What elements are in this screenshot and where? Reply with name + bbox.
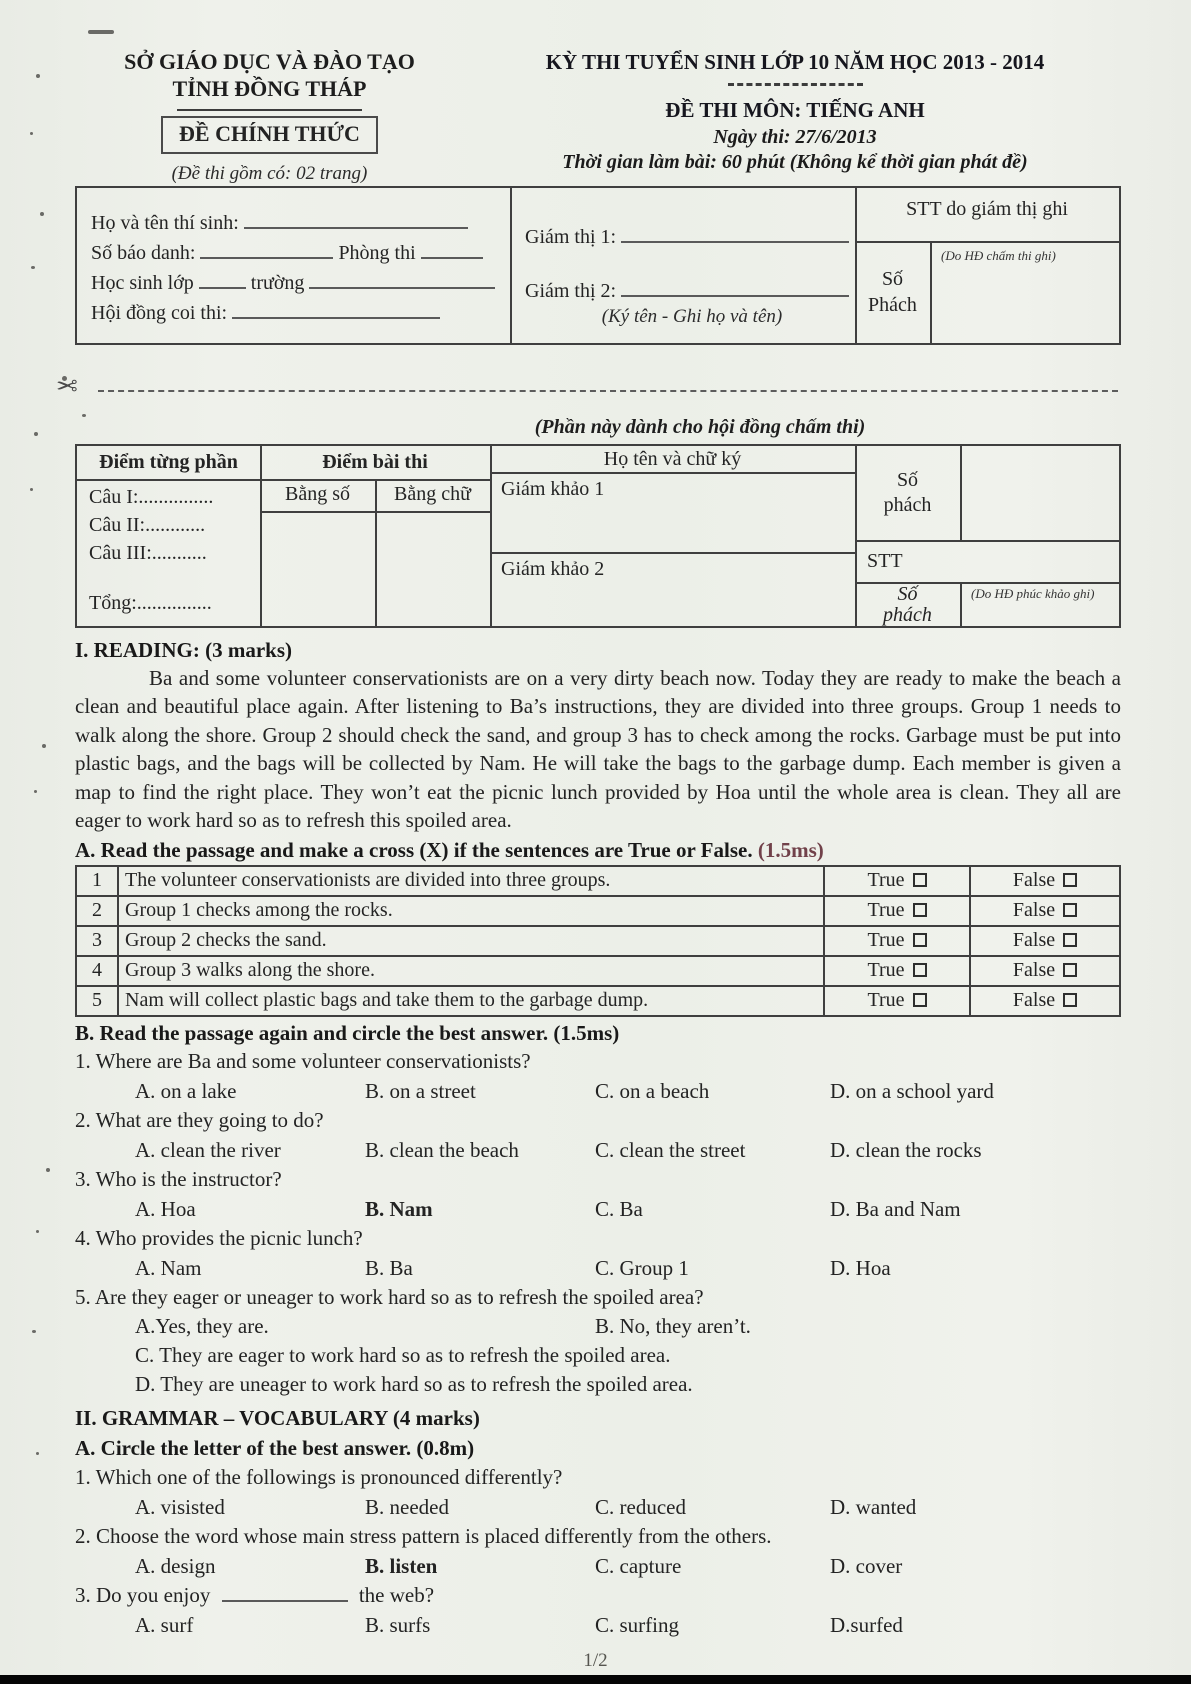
- option-a[interactable]: A. on a lake: [135, 1079, 237, 1104]
- option-c[interactable]: C. capture: [595, 1554, 682, 1579]
- table-row: [76, 896, 1120, 926]
- true-checkbox[interactable]: [913, 963, 927, 977]
- true-label: True: [867, 929, 905, 952]
- table-divider: [960, 446, 962, 540]
- option-a[interactable]: A. Nam: [135, 1256, 202, 1281]
- sign-note: (Ký tên - Ghi họ và tên): [601, 306, 783, 327]
- option-b[interactable]: B. listen: [365, 1554, 438, 1579]
- false-label: False: [1012, 869, 1056, 892]
- code-number-label: Số Phách: [868, 268, 917, 316]
- true-label: True: [867, 989, 905, 1012]
- header-right: [465, 50, 1125, 174]
- statement: The volunteer conservationists are divided into three groups.: [118, 866, 824, 896]
- candidate-id-field[interactable]: [200, 244, 333, 259]
- options-row: [75, 1312, 1121, 1341]
- exam-room-field[interactable]: [421, 244, 483, 259]
- table-row: [76, 956, 1120, 986]
- scan-artifact: [34, 432, 38, 436]
- option-d[interactable]: D. Hoa: [830, 1256, 891, 1281]
- true-checkbox[interactable]: [913, 903, 927, 917]
- question-text: 2. What are they going to do?: [75, 1108, 324, 1133]
- school-label: trường: [250, 272, 305, 294]
- option-d[interactable]: D.surfed: [830, 1613, 903, 1638]
- proctor-number-label: STT do giám thị ghi: [906, 198, 1068, 220]
- scan-artifact: [82, 414, 86, 417]
- false-checkbox[interactable]: [1063, 873, 1077, 887]
- score-words-header: Bằng chữ: [394, 483, 471, 505]
- title-underline: [728, 83, 863, 86]
- table-divider: [855, 540, 1119, 542]
- true-checkbox[interactable]: [913, 933, 927, 947]
- option-c[interactable]: C. reduced: [595, 1495, 686, 1520]
- cut-dashed-line: [98, 390, 1118, 392]
- scan-artifact: [31, 266, 35, 269]
- question-text: [75, 1581, 1121, 1610]
- row-number: 1: [76, 866, 118, 896]
- scan-artifact: [36, 1452, 39, 1455]
- option-b[interactable]: B. needed: [365, 1495, 449, 1520]
- table-row: [76, 926, 1120, 956]
- question-text: 5. Are they eager or uneager to work hard so as to refresh the spoiled area?: [75, 1285, 704, 1310]
- false-checkbox[interactable]: [1063, 963, 1077, 977]
- reading-b-title: B. Read the passage again and circle the best answer. (1.5ms): [75, 1021, 620, 1046]
- options-row: [75, 1076, 1121, 1106]
- statement: Group 2 checks the sand.: [118, 926, 824, 956]
- scan-artifact: [40, 212, 44, 216]
- table-divider: [960, 582, 962, 626]
- examiner1-label: Giám khảo 1: [501, 478, 605, 500]
- row-number: 2: [76, 896, 118, 926]
- option-a[interactable]: A.Yes, they are.: [135, 1314, 269, 1339]
- part-score-header: Điểm từng phần: [99, 451, 238, 473]
- scan-artifact: [36, 74, 40, 78]
- class-label: Học sinh lớp: [91, 272, 194, 294]
- scissors-icon: ✂: [56, 372, 78, 401]
- scan-artifact: [46, 1168, 50, 1172]
- grammar-a-title: A. Circle the letter of the best answer. (0.8m): [75, 1436, 475, 1461]
- option-b[interactable]: B. on a street: [365, 1079, 476, 1104]
- option-b[interactable]: B. Ba: [365, 1256, 413, 1281]
- score-row-total: Tổng:...............: [89, 592, 212, 614]
- false-label: False: [1012, 959, 1056, 982]
- option-b[interactable]: B. surfs: [365, 1613, 431, 1638]
- review-council-note: (Do HĐ phúc khảo ghi): [971, 586, 1095, 601]
- table-divider: [260, 511, 490, 513]
- reading-passage: Ba and some volunteer conservationists are on a very dirty beach now. Today they are ready to make the beach a clean and beautiful place again. After listening to Ba’s instructions, they are divided into three groups. Group 1 needs to walk along the shore. Group 2 should check the sand, and group 3 has to check among the rocks. Garbage must be put into plastic bags, and the bags will be collected by Nam. He will take the bags to the garbage dump. Each member is given a map to find the right place. They won’t eat the picnic lunch provided by Hoa until the whole area is clean. They all are eager to work hard so as to refresh this spoiled area.: [75, 666, 1121, 833]
- table-divider: [77, 479, 490, 481]
- option-c[interactable]: C. Group 1: [595, 1256, 689, 1281]
- option-d[interactable]: D. cover: [830, 1554, 903, 1579]
- scan-artifact: [42, 744, 46, 748]
- option-d[interactable]: D. clean the rocks: [830, 1138, 982, 1163]
- exam-date: Ngày thi: 27/6/2013: [713, 126, 877, 148]
- score-row-cau3: Câu III:...........: [89, 542, 207, 564]
- option-b[interactable]: B. Nam: [365, 1197, 433, 1222]
- scan-artifact: [32, 1330, 36, 1333]
- false-checkbox[interactable]: [1063, 903, 1077, 917]
- scan-artifact: [88, 30, 114, 34]
- true-checkbox[interactable]: [913, 993, 927, 1007]
- option-d[interactable]: D. They are uneager to work hard so as to refresh the spoiled area.: [135, 1372, 693, 1397]
- code-number-bottom-label: Số phách: [883, 583, 932, 626]
- true-label: True: [867, 899, 905, 922]
- options-row: [75, 1135, 1121, 1165]
- table-divider: [930, 241, 932, 343]
- score-row-cau2: Câu II:............: [89, 514, 206, 536]
- row-number: 3: [76, 926, 118, 956]
- reading-a-marks: (1.5ms): [757, 838, 824, 863]
- option-d[interactable]: D. Ba and Nam: [830, 1197, 961, 1222]
- question-text: 2. Choose the word whose main stress pattern is placed differently from the others.: [75, 1524, 772, 1549]
- question-text-post: the web?: [358, 1583, 435, 1608]
- examiner2-label: Giám khảo 2: [501, 558, 605, 580]
- candidate-name-label: Họ và tên thí sinh:: [91, 212, 239, 234]
- grading-table-caption: (Phần này dành cho hội đồng chấm thi): [534, 416, 866, 438]
- code-number-top-label: Số phách: [883, 469, 932, 516]
- scan-bottom-bar: [0, 1675, 1191, 1684]
- option-a[interactable]: A. Hoa: [135, 1197, 196, 1222]
- exam-room-label: Phòng thi: [338, 242, 416, 264]
- false-label: False: [1012, 899, 1056, 922]
- proctor1-label: Giám thị 1:: [525, 226, 617, 248]
- false-label: False: [1012, 989, 1056, 1012]
- statement: Nam will collect plastic bags and take them to the garbage dump.: [118, 986, 824, 1016]
- exam-score-header: Điểm bài thi: [322, 451, 428, 473]
- true-label: True: [867, 959, 905, 982]
- stt-label: STT: [867, 550, 903, 572]
- reading-section-title: I. READING: (3 marks): [75, 638, 292, 662]
- options-row: [75, 1194, 1121, 1224]
- reading-a-title: A. Read the passage and make a cross (X) if the sentences are True or False. (1.5ms): [75, 838, 824, 863]
- candidate-name-field[interactable]: [244, 214, 468, 229]
- school-field[interactable]: [309, 274, 495, 289]
- false-checkbox[interactable]: [1063, 933, 1077, 947]
- candidate-info-table: [75, 186, 1121, 345]
- grammar-section-title: II. GRAMMAR – VOCABULARY (4 marks): [75, 1406, 480, 1431]
- table-row: [76, 986, 1120, 1016]
- option-a[interactable]: A. surf: [135, 1613, 194, 1638]
- department-name-line2: TỈNH ĐỒNG THÁP: [172, 76, 367, 101]
- true-false-table: [75, 865, 1121, 1017]
- header-divider: [177, 109, 362, 111]
- option-c[interactable]: C. They are eager to work hard so as to refresh the spoiled area.: [135, 1343, 671, 1368]
- fill-blank-field[interactable]: [222, 1587, 348, 1602]
- grading-council-note: (Do HĐ chấm thi ghi): [941, 248, 1056, 263]
- option-c[interactable]: C. on a beach: [595, 1079, 710, 1104]
- option-c[interactable]: C. Ba: [595, 1197, 643, 1222]
- score-row-cau1: Câu I:...............: [89, 486, 214, 508]
- signature-header: Họ tên và chữ ký: [603, 448, 742, 470]
- question-text: 1. Where are Ba and some volunteer conservationists?: [75, 1049, 531, 1074]
- table-divider: [510, 188, 512, 343]
- statement: Group 1 checks among the rocks.: [118, 896, 824, 926]
- option-a[interactable]: A. visisted: [135, 1495, 225, 1520]
- question-text: 1. Which one of the followings is pronounced differently?: [75, 1465, 563, 1490]
- option-d[interactable]: D. on a school yard: [830, 1079, 994, 1104]
- proctor1-field[interactable]: [621, 228, 849, 243]
- table-divider: [490, 472, 855, 474]
- subject-title: ĐỀ THI MÔN: TIẾNG ANH: [665, 98, 925, 122]
- question-text-pre: 3. Do you enjoy: [75, 1583, 211, 1608]
- row-number: 4: [76, 956, 118, 986]
- score-numeric-header: Bằng số: [285, 483, 350, 505]
- class-field[interactable]: [199, 274, 246, 289]
- scan-artifact: [30, 132, 33, 135]
- header-left: [72, 48, 467, 185]
- pages-note: (Đề thi gồm có: 02 trang): [171, 163, 368, 184]
- grading-table: [75, 444, 1121, 628]
- option-d[interactable]: D. wanted: [830, 1495, 917, 1520]
- true-checkbox[interactable]: [913, 873, 927, 887]
- question-text: 4. Who provides the picnic lunch?: [75, 1226, 363, 1251]
- exam-body: [75, 636, 1121, 1640]
- option-a[interactable]: A. design: [135, 1554, 216, 1579]
- question-text: 3. Who is the instructor?: [75, 1167, 282, 1192]
- table-divider: [855, 241, 1119, 243]
- cut-line: [56, 372, 78, 402]
- option-b[interactable]: B. clean the beach: [365, 1138, 519, 1163]
- statement: Group 3 walks along the shore.: [118, 956, 824, 986]
- page-number: 1/2: [583, 1650, 608, 1671]
- option-c[interactable]: C. surfing: [595, 1613, 679, 1638]
- false-checkbox[interactable]: [1063, 993, 1077, 1007]
- scan-artifact: [34, 790, 37, 793]
- options-row: [75, 1610, 1121, 1640]
- true-label: True: [867, 869, 905, 892]
- false-label: False: [1012, 929, 1056, 952]
- exam-duration: Thời gian làm bài: 60 phút (Không kể thời gian phát đề): [562, 151, 1028, 173]
- options-row: [75, 1253, 1121, 1283]
- department-name-line1: SỞ GIÁO DỤC VÀ ĐÀO TẠO: [124, 49, 415, 74]
- exam-council-field[interactable]: [232, 304, 440, 319]
- candidate-id-label: Số báo danh:: [91, 242, 196, 264]
- table-row: [76, 866, 1120, 896]
- table-divider: [490, 552, 855, 554]
- row-number: 5: [76, 986, 118, 1016]
- scan-artifact: [36, 1230, 39, 1233]
- options-row: [75, 1551, 1121, 1581]
- option-b[interactable]: B. No, they aren’t.: [595, 1314, 751, 1339]
- scan-artifact: [30, 488, 33, 491]
- proctor2-field[interactable]: [621, 282, 849, 297]
- official-exam-stamp: ĐỀ CHÍNH THỨC: [161, 116, 378, 154]
- proctor2-label: Giám thị 2:: [525, 280, 617, 302]
- exam-council-label: Hội đồng coi thi:: [91, 302, 228, 324]
- exam-name: KỲ THI TUYỂN SINH LỚP 10 NĂM HỌC 2013 - 2014: [545, 50, 1045, 74]
- options-row: [75, 1492, 1121, 1522]
- option-c[interactable]: C. clean the street: [595, 1138, 746, 1163]
- option-a[interactable]: A. clean the river: [135, 1138, 281, 1163]
